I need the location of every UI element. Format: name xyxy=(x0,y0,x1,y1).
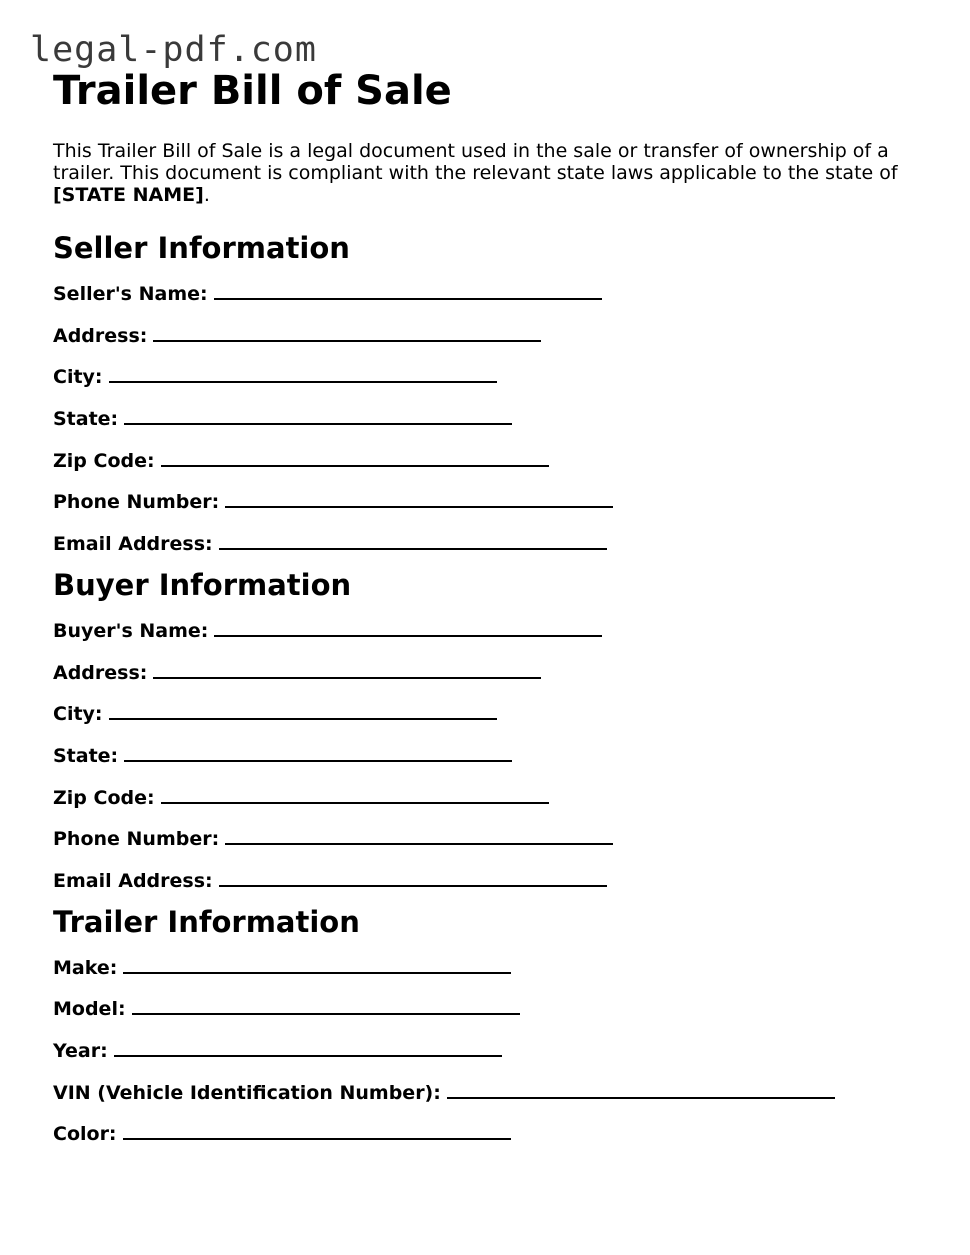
seller-city-label: City: xyxy=(53,366,103,389)
seller-email-blank[interactable] xyxy=(219,529,607,550)
seller-address-field xyxy=(53,321,913,363)
buyer-section-heading: Buyer Information xyxy=(53,567,352,602)
document-body xyxy=(53,66,913,1161)
buyer-fields xyxy=(53,616,913,908)
seller-city-blank[interactable] xyxy=(109,362,497,383)
trailer-vin-blank[interactable] xyxy=(447,1078,835,1099)
seller-phone-field xyxy=(53,487,913,529)
trailer-make-label: Make: xyxy=(53,956,118,979)
seller-address-label: Address: xyxy=(53,324,148,347)
seller-zip-label: Zip Code: xyxy=(53,449,155,472)
trailer-color-field xyxy=(53,1119,913,1161)
seller-name-label: Seller's Name: xyxy=(53,283,208,305)
buyer-zip-label: Zip Code: xyxy=(53,786,155,809)
trailer-color-label: Color: xyxy=(53,1123,117,1146)
buyer-email-blank[interactable] xyxy=(219,866,607,887)
seller-phone-blank[interactable] xyxy=(225,487,613,508)
buyer-address-blank[interactable] xyxy=(153,658,541,679)
trailer-model-label: Model: xyxy=(53,998,126,1021)
watermark-logo: legal-pdf.com xyxy=(30,30,317,70)
buyer-name-field xyxy=(53,616,913,658)
buyer-city-blank[interactable] xyxy=(109,699,497,720)
intro-end: . xyxy=(203,184,210,206)
trailer-model-blank[interactable] xyxy=(132,994,520,1015)
seller-fields xyxy=(53,279,913,571)
seller-state-blank[interactable] xyxy=(124,404,512,425)
seller-section-heading: Seller Information xyxy=(53,231,350,265)
buyer-state-field xyxy=(53,741,913,783)
trailer-model-field xyxy=(53,994,913,1036)
buyer-city-label: City: xyxy=(53,703,103,726)
seller-phone-label: Phone Number: xyxy=(53,491,220,514)
state-name-placeholder: [STATE NAME] xyxy=(53,184,204,206)
intro-text: This Trailer Bill of Sale is a legal document used in the sale or transfer of ownership of a trailer. This document is compliant with the relevant state laws applicable to the state of xyxy=(53,140,898,184)
trailer-fields xyxy=(53,953,913,1161)
buyer-city-field xyxy=(53,699,913,741)
seller-email-label: Email Address: xyxy=(53,533,213,556)
trailer-vin-label: VIN (Vehicle Identification Number): xyxy=(53,1081,441,1104)
buyer-phone-label: Phone Number: xyxy=(53,828,220,851)
seller-zip-blank[interactable] xyxy=(161,446,549,467)
buyer-email-label: Email Address: xyxy=(53,869,213,892)
trailer-year-blank[interactable] xyxy=(114,1036,502,1057)
seller-zip-field xyxy=(53,446,913,488)
buyer-phone-blank[interactable] xyxy=(225,824,613,845)
trailer-year-label: Year: xyxy=(53,1040,108,1062)
buyer-state-label: State: xyxy=(53,744,119,767)
buyer-address-field xyxy=(53,658,913,700)
trailer-vin-field xyxy=(53,1078,913,1120)
seller-name-blank[interactable] xyxy=(214,279,602,300)
buyer-address-label: Address: xyxy=(53,661,148,684)
intro-paragraph xyxy=(53,140,913,206)
buyer-name-label: Buyer's Name: xyxy=(53,619,209,642)
seller-address-blank[interactable] xyxy=(153,321,541,342)
seller-state-field xyxy=(53,404,913,446)
seller-city-field xyxy=(53,362,913,404)
buyer-zip-field xyxy=(53,783,913,825)
trailer-color-blank[interactable] xyxy=(123,1119,511,1140)
buyer-zip-blank[interactable] xyxy=(161,783,549,804)
seller-state-label: State: xyxy=(53,408,119,431)
buyer-name-blank[interactable] xyxy=(214,616,602,637)
trailer-section-heading: Trailer Information xyxy=(53,904,360,939)
buyer-phone-field xyxy=(53,824,913,866)
buyer-state-blank[interactable] xyxy=(124,741,512,762)
trailer-make-blank[interactable] xyxy=(123,953,511,974)
trailer-make-field xyxy=(53,953,913,995)
seller-name-field xyxy=(53,279,913,321)
trailer-year-field xyxy=(53,1036,913,1078)
document-title: Trailer Bill of Sale xyxy=(53,68,452,114)
